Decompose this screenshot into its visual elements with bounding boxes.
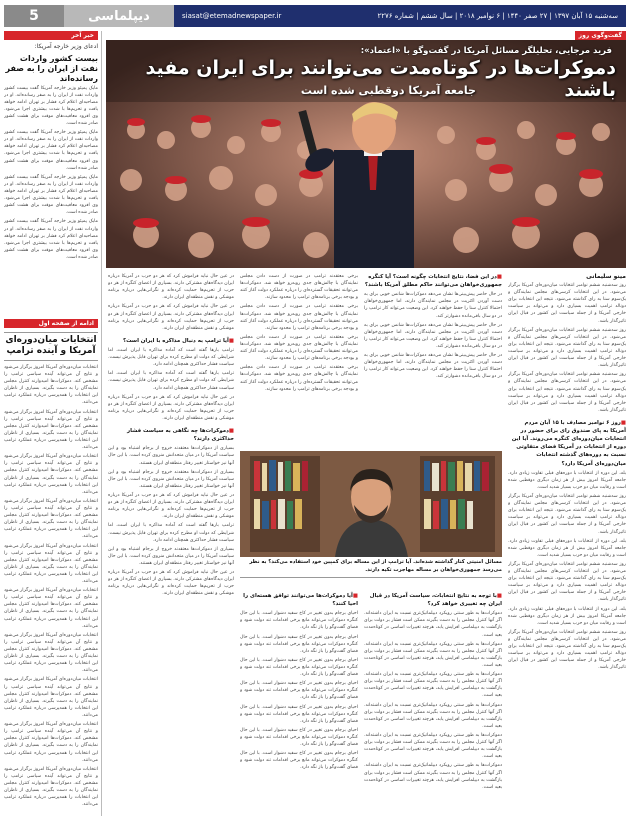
column-body (508, 470, 626, 674)
article-column-3 (240, 273, 358, 449)
left-second-paragraph: انتخابات میان‌دوره‌ای آمریکا امروز برگزار می‌شود و نتایج آن می‌تواند آینده سیاسی ترامپ را مشخص کند. دموکرات‌ها امیدوارند کنترل مجلس نمایندگان را به دست بگیرند. بسیاری از ناظران این انتخابات را همه‌پرسی درباره عملکرد ترامپ می‌دانند. (4, 632, 98, 674)
column-paragraph: روز سه‌شنبه ششم نوامبر انتخابات میان‌دوره‌ای آمریکا برگزار می‌شود. در این انتخابات کرسی‌های مجلس نمایندگان و یک‌سوم سنا به رای گذاشته می‌شود. نتیجه این انتخابات برای دونالد ترامپ اهمیت بسیاری دارد و می‌تواند بر سیاست خارجی آمریکا و از جمله سیاست این کشور در قبال ایران تاثیرگذار باشد. (508, 283, 626, 324)
column-paragraph: احیای برجام بدون تغییر در کاخ سفید دشوار است. با این حال کنگره دموکرات می‌تواند مانع برخی اقدامات تند دولت شود و فضای گفت‌وگو را باز نگه دارد. (240, 704, 358, 724)
column-paragraph: برخی معتقدند ترامپ در صورت از دست دادن مجلس نمایندگان با چالش‌های جدی روبه‌رو خواهد شد. دموکرات‌ها می‌توانند تحقیقات گسترده‌ای را درباره عملکرد دولت آغاز کنند و بودجه برخی برنامه‌های ترامپ را محدود سازند. (240, 334, 358, 362)
portrait-photo (240, 451, 502, 557)
article-kicker: گفت‌وگوی روز (575, 31, 626, 40)
article-column-4 (108, 273, 234, 816)
column-body (364, 291, 502, 382)
left-second-paragraph: انتخابات میان‌دوره‌ای آمریکا امروز برگزار می‌شود و نتایج آن می‌تواند آینده سیاسی ترامپ را مشخص کند. دموکرات‌ها امیدوارند کنترل مجلس نمایندگان را به دست بگیرند. بسیاری از ناظران این انتخابات را همه‌پرسی درباره عملکرد ترامپ می‌دانند. (4, 677, 98, 719)
column-paragraph: دموکرات‌ها به طور سنتی رویکرد دیپلماتیک‌تری نسبت به ایران داشته‌اند. اگر آنها کنترل مجلس را به دست بگیرند ممکن است فشار بر دولت برای بازگشت به دیپلماسی افزایش یابد، هرچند تغییرات اساسی در کوتاه‌مدت بعید است. (364, 732, 502, 760)
column-paragraph: در عین حال نباید فراموش کرد که هر دو حزب در آمریکا درباره ایران دیدگاه‌های مشترکی دارند. بسیاری از اعضای کنگره از هر دو حزب از تحریم‌ها حمایت کرده‌اند و نگرانی‌هایی درباره برنامه موشکی و نقش منطقه‌ای ایران دارند. (108, 570, 234, 597)
left-second-paragraph: انتخابات میان‌دوره‌ای آمریکا امروز برگزار می‌شود و نتایج آن می‌تواند آینده سیاسی ترامپ را مشخص کند. دموکرات‌ها امیدوارند کنترل مجلس نمایندگان را به دست بگیرند. بسیاری از ناظران این انتخابات را همه‌پرسی درباره عملکرد ترامپ می‌دانند. (4, 364, 98, 406)
continued-tag: ادامه از صفحه اول (4, 319, 98, 328)
column-paragraph: در حال حاضر پیش‌بینی‌ها نشان می‌دهد دموکرات‌ها شانس خوبی برای به دست آوردن اکثریت در مجلس نمایندگان دارند، اما جمهوری‌خواهان احتمالا کنترل سنا را حفظ خواهند کرد. این وضعیت می‌تواند کار ترامپ را در دو سال باقی‌مانده دشوارتر کند. (364, 292, 502, 319)
column-body (364, 610, 502, 793)
left-second-paragraph: انتخابات میان‌دوره‌ای آمریکا امروز برگزار می‌شود و نتایج آن می‌تواند آینده سیاسی ترامپ را مشخص کند. دموکرات‌ها امیدوارند کنترل مجلس نمایندگان را به دست بگیرند. بسیاری از ناظران این انتخابات را همه‌پرسی درباره عملکرد ترامپ می‌دانند. (4, 766, 98, 808)
interview-question: ■ در این فضا، نتایج انتخابات چگونه است؟ آیا کنگره جمهوری‌خواهان می‌توانند حاکم مطلق آمریکا باشند؟ (364, 273, 502, 289)
column-paragraph: بسیاری از دموکرات‌ها معتقدند خروج از برجام اشتباه بود و این سیاست آمریکا را در میان متحدانش منزوی کرده است. با این حال آنها نیز خواستار تغییر رفتار منطقه‌ای ایران هستند. (108, 546, 234, 566)
column-paragraph: در عین حال نباید فراموش کرد که هر دو حزب در آمریکا درباره ایران دیدگاه‌های مشترکی دارند. بسیاری از اعضای کنگره از هر دو حزب از تحریم‌ها حمایت کرده‌اند و نگرانی‌هایی درباره برنامه موشکی و نقش منطقه‌ای ایران دارند. (108, 304, 234, 331)
author-name: مینو سلیمانی (586, 273, 626, 280)
article-columns (106, 273, 626, 816)
column-paragraph: در عین حال نباید فراموش کرد که هر دو حزب در آمریکا درباره ایران دیدگاه‌های مشترکی دارند. بسیاری از اعضای کنگره از هر دو حزب از تحریم‌ها حمایت کرده‌اند و نگرانی‌هایی درباره برنامه موشکی و نقش منطقه‌ای ایران دارند. (108, 394, 234, 421)
website-email[interactable]: siasat@etemadnewspaper.ir (182, 12, 282, 20)
issue-date: سه‌شنبه ۱۵ آبان ۱۳۹۷ | ۲۷ صفر ۱۴۴۰ | ۶ نوامبر ۲۰۱۸ | سال ششم | شماره ۲۲۷۶ (377, 12, 618, 20)
column-paragraph: دموکرات‌ها به طور سنتی رویکرد دیپلماتیک‌تری نسبت به ایران داشته‌اند. اگر آنها کنترل مجلس را به دست بگیرند ممکن است فشار بر دولت برای بازگشت به دیپلماسی افزایش یابد، هرچند تغییرات اساسی در کوتاه‌مدت بعید است. (364, 611, 502, 638)
column-body (108, 347, 234, 424)
interview-question: ■ دموکرات‌ها چه نگاهی به سیاست فشار حداکثری دارند؟ (108, 427, 234, 443)
article-column-3-lower (240, 589, 358, 816)
column-paragraph: ترامپ بارها گفته است که آماده مذاکره با ایران است، اما شرایطی که دولت او مطرح کرده برای تهران قابل پذیرش نیست. سیاست فشار حداکثری همچنان ادامه دارد. (108, 523, 234, 543)
column-body (508, 282, 626, 416)
left-body-paragraph: مایک پمپئو وزیر خارجه آمریکا گفت بیست کشور واردات نفت از ایران را به صفر رسانده‌اند. او در مصاحبه‌ای اعلام کرد فشار بر تهران ادامه خواهد یافت و تحریم‌ها با شدت بیشتری اجرا می‌شود. وی افزود معافیت‌های موقت برای هشت کشور صادر شده است. (4, 219, 98, 261)
column-paragraph: در عین حال نباید فراموش کرد که هر دو حزب در آمریکا درباره ایران دیدگاه‌های مشترکی دارند. بسیاری از اعضای کنگره از هر دو حزب از تحریم‌ها حمایت کرده‌اند و نگرانی‌هایی درباره برنامه موشکی و نقش منطقه‌ای ایران دارند. (108, 274, 234, 301)
news-tag: خبر آخر (4, 31, 98, 40)
column-paragraph: در حال حاضر پیش‌بینی‌ها نشان می‌دهد دموکرات‌ها شانس خوبی برای به دست آوردن اکثریت در مجلس نمایندگان دارند، اما جمهوری‌خواهان احتمالا کنترل سنا را حفظ خواهند کرد. این وضعیت می‌تواند کار ترامپ را در دو سال باقی‌مانده دشوارتر کند. (364, 322, 502, 349)
interviewee-portrait (240, 451, 502, 557)
column-paragraph: روز سه‌شنبه ششم نوامبر انتخابات میان‌دوره‌ای آمریکا برگزار می‌شود. در این انتخابات کرسی‌های مجلس نمایندگان و یک‌سوم سنا به رای گذاشته می‌شود. نتیجه این انتخابات برای دونالد ترامپ اهمیت بسیاری دارد و می‌تواند بر سیاست خارجی آمریکا و از جمله سیاست این کشور در قبال ایران تاثیرگذار باشد. (508, 327, 626, 369)
hero-photo (106, 40, 626, 268)
masthead-info (174, 5, 626, 27)
left-second-paragraph: انتخابات میان‌دوره‌ای آمریکا امروز برگزار می‌شود و نتایج آن می‌تواند آینده سیاسی ترامپ را مشخص کند. دموکرات‌ها امیدوارند کنترل مجلس نمایندگان را به دست بگیرند. بسیاری از ناظران این انتخابات را همه‌پرسی درباره عملکرد ترامپ می‌دانند. (4, 588, 98, 629)
column-paragraph: احیای برجام بدون تغییر در کاخ سفید دشوار است. با این حال کنگره دموکرات می‌تواند مانع برخی اقدامات تند دولت شود و فضای گفت‌وگو را باز نگه دارد. (240, 727, 358, 748)
hero-headline: دموکرات‌ها در کوتاه‌مدت می‌توانند برای ایران مفید باشند (145, 57, 616, 101)
column-paragraph: بله، این دوره از انتخابات با دوره‌های قبلی تفاوت زیادی دارد. جامعه آمریکا امروز بیش از هر زمان دیگری دوقطبی شده است و رقابت میان دو حزب بسیار شدید است. (508, 470, 626, 490)
column-paragraph: در عین حال نباید فراموش کرد که هر دو حزب در آمریکا درباره ایران دیدگاه‌های مشترکی دارند. بسیاری از اعضای کنگره از هر دو حزب از تحریم‌ها حمایت کرده‌اند و نگرانی‌هایی درباره برنامه موشکی و نقش منطقه‌ای ایران دارند. (108, 492, 234, 520)
column-paragraph: بله، این دوره از انتخابات با دوره‌های قبلی تفاوت زیادی دارد. جامعه آمریکا امروز بیش از هر زمان دیگری دوقطبی شده است و رقابت میان دو حزب بسیار شدید است. (508, 538, 626, 558)
column-paragraph: دموکرات‌ها به طور سنتی رویکرد دیپلماتیک‌تری نسبت به ایران داشته‌اند. اگر آنها کنترل مجلس را به دست بگیرند ممکن است فشار بر دولت برای بازگشت به دیپلماسی افزایش یابد، هرچند تغییرات اساسی در کوتاه‌مدت بعید است. (364, 702, 502, 729)
column-paragraph: روز سه‌شنبه ششم نوامبر انتخابات میان‌دوره‌ای آمریکا برگزار می‌شود. در این انتخابات کرسی‌های مجلس نمایندگان و یک‌سوم سنا به رای گذاشته می‌شود. نتیجه این انتخابات برای دونالد ترامپ اهمیت بسیاری دارد و می‌تواند بر سیاست خارجی آمریکا و از جمله سیاست این کشور در قبال ایران تاثیرگذار باشد. (508, 493, 626, 535)
interview-question: ■ آیا ترامپ به دنبال مذاکره با ایران است؟ (108, 337, 234, 345)
masthead (4, 5, 626, 27)
column-paragraph: روز سه‌شنبه ششم نوامبر انتخابات میان‌دوره‌ای آمریکا برگزار می‌شود. در این انتخابات کرسی‌های مجلس نمایندگان و یک‌سوم سنا به رای گذاشته می‌شود. نتیجه این انتخابات برای دونالد ترامپ اهمیت بسیاری دارد و می‌تواند بر سیاست خارجی آمریکا و از جمله سیاست این کشور در قبال ایران تاثیرگذار باشد. (508, 372, 626, 413)
column-paragraph: برخی معتقدند ترامپ در صورت از دست دادن مجلس نمایندگان با چالش‌های جدی روبه‌رو خواهد شد. دموکرات‌ها می‌توانند تحقیقات گسترده‌ای را درباره عملکرد دولت آغاز کنند و بودجه برخی برنامه‌های ترامپ را محدود سازند. (240, 365, 358, 392)
column-paragraph: احیای برجام بدون تغییر در کاخ سفید دشوار است. با این حال کنگره دموکرات می‌تواند مانع برخی اقدامات تند دولت شود و فضای گفت‌وگو را باز نگه دارد. (240, 681, 358, 701)
interview-question: ■ با توجه به نتایج انتخابات، سیاست آمریکا در قبال ایران چه تغییری خواهد کرد؟ (364, 592, 502, 608)
column-paragraph: احیای برجام بدون تغییر در کاخ سفید دشوار است. با این حال کنگره دموکرات می‌تواند مانع برخی اقدامات تند دولت شود و فضای گفت‌وگو را باز نگه دارد. (240, 657, 358, 678)
left-column (4, 31, 102, 816)
left-second-headline: انتخابات میان‌دوره‌ای آمریکا و آینده ترامپ (4, 332, 98, 361)
column-paragraph: روز سه‌شنبه ششم نوامبر انتخابات میان‌دوره‌ای آمریکا برگزار می‌شود. در این انتخابات کرسی‌های مجلس نمایندگان و یک‌سوم سنا به رای گذاشته می‌شود. نتیجه این انتخابات برای دونالد ترامپ اهمیت بسیاری دارد و می‌تواند بر سیاست خارجی آمریکا و از جمله سیاست این کشور در قبال ایران تاثیرگذار باشد. (508, 561, 626, 603)
left-subtitle: ادعای وزیر خارجه آمریکا: (34, 43, 98, 50)
hero-subheadline: جامعه آمریکا دوقطبی شده است (300, 84, 476, 97)
left-second-paragraph: انتخابات میان‌دوره‌ای آمریکا امروز برگزار می‌شود و نتایج آن می‌تواند آینده سیاسی ترامپ را مشخص کند. دموکرات‌ها امیدوارند کنترل مجلس نمایندگان را به دست بگیرند. بسیاری از ناظران این انتخابات را همه‌پرسی درباره عملکرد ترامپ می‌دانند. (4, 722, 98, 763)
page-number: 5 (4, 5, 64, 27)
left-body (4, 85, 98, 315)
left-second-paragraph: انتخابات میان‌دوره‌ای آمریکا امروز برگزار می‌شود و نتایج آن می‌تواند آینده سیاسی ترامپ را مشخص کند. دموکرات‌ها امیدوارند کنترل مجلس نمایندگان را به دست بگیرند. بسیاری از ناظران این انتخابات را همه‌پرسی درباره عملکرد ترامپ می‌دانند. (4, 454, 98, 495)
column-paragraph: بله، این دوره از انتخابات با دوره‌های قبلی تفاوت زیادی دارد. جامعه آمریکا امروز بیش از هر زمان دیگری دوقطبی شده است و رقابت میان دو حزب بسیار شدید است. (508, 606, 626, 626)
article-column-2-lower (364, 589, 502, 816)
left-body-paragraph: مایک پمپئو وزیر خارجه آمریکا گفت بیست کشور واردات نفت از ایران را به صفر رسانده‌اند. او در مصاحبه‌ای اعلام کرد فشار بر تهران ادامه خواهد یافت و تحریم‌ها با شدت بیشتری اجرا می‌شود. وی افزود معافیت‌های موقت برای هشت کشور صادر شده است. (4, 85, 98, 127)
left-second-paragraph: انتخابات میان‌دوره‌ای آمریکا امروز برگزار می‌شود و نتایج آن می‌تواند آینده سیاسی ترامپ را مشخص کند. دموکرات‌ها امیدوارند کنترل مجلس نمایندگان را به دست بگیرند. بسیاری از ناظران این انتخابات را همه‌پرسی درباره عملکرد ترامپ می‌دانند. (4, 498, 98, 540)
interview-question: ■ آیا دموکرات‌ها می‌توانند توافق هسته‌ای را احیا کنند؟ (240, 592, 358, 608)
column-paragraph: دموکرات‌ها به طور سنتی رویکرد دیپلماتیک‌تری نسبت به ایران داشته‌اند. اگر آنها کنترل مجلس را به دست بگیرند ممکن است فشار بر دولت برای بازگشت به دیپلماسی افزایش یابد، هرچند تغییرات اساسی در کوتاه‌مدت بعید است. (364, 641, 502, 668)
column-paragraph: ترامپ بارها گفته است که آماده مذاکره با ایران است، اما شرایطی که دولت او مطرح کرده برای تهران قابل پذیرش نیست. سیاست فشار حداکثری همچنان ادامه دارد. (108, 371, 234, 391)
column-paragraph: در حال حاضر پیش‌بینی‌ها نشان می‌دهد دموکرات‌ها شانس خوبی برای به دست آوردن اکثریت در مجلس نمایندگان دارند، اما جمهوری‌خواهان احتمالا کنترل سنا را حفظ خواهند کرد. این وضعیت می‌تواند کار ترامپ را در دو سال باقی‌مانده دشوارتر کند. (364, 353, 502, 380)
column-body (108, 273, 234, 334)
column-paragraph: احیای برجام بدون تغییر در کاخ سفید دشوار است. با این حال کنگره دموکرات می‌تواند مانع برخی اقدامات تند دولت شود و فضای گفت‌وگو را باز نگه دارد. (240, 634, 358, 654)
left-second-paragraph: انتخابات میان‌دوره‌ای آمریکا امروز برگزار می‌شود و نتایج آن می‌تواند آینده سیاسی ترامپ را مشخص کند. دموکرات‌ها امیدوارند کنترل مجلس نمایندگان را به دست بگیرند. بسیاری از ناظران این انتخابات را همه‌پرسی درباره عملکرد ترامپ می‌دانند. (4, 543, 98, 585)
left-second-body (4, 364, 98, 820)
article-column-1 (508, 273, 626, 816)
left-headline: بیست کشور واردات نفت از ایران را به صفر رسانده‌اند (5, 53, 98, 83)
column-paragraph: برخی معتقدند ترامپ در صورت از دست دادن مجلس نمایندگان با چالش‌های جدی روبه‌رو خواهد شد. دموکرات‌ها می‌توانند تحقیقات گسترده‌ای را درباره عملکرد دولت آغاز کنند و بودجه برخی برنامه‌های ترامپ را محدود سازند. (240, 274, 358, 301)
column-paragraph: احیای برجام بدون تغییر در کاخ سفید دشوار است. با این حال کنگره دموکرات می‌تواند مانع برخی اقدامات تند دولت شود و فضای گفت‌وگو را باز نگه دارد. (240, 611, 358, 631)
column-body (108, 445, 234, 599)
column-paragraph: دموکرات‌ها به طور سنتی رویکرد دیپلماتیک‌تری نسبت به ایران داشته‌اند. اگر آنها کنترل مجلس را به دست بگیرند ممکن است فشار بر دولت برای بازگشت به دیپلماسی افزایش یابد، هرچند تغییرات اساسی در کوتاه‌مدت بعید است. (364, 672, 502, 699)
column-body (240, 273, 358, 395)
article-column-2 (364, 273, 502, 449)
column-paragraph: برخی معتقدند ترامپ در صورت از دست دادن مجلس نمایندگان با چالش‌های جدی روبه‌رو خواهد شد. دموکرات‌ها می‌توانند تحقیقات گسترده‌ای را درباره عملکرد دولت آغاز کنند و بودجه برخی برنامه‌های ترامپ را محدود سازند. (240, 304, 358, 331)
column-paragraph: ترامپ بارها گفته است که آماده مذاکره با ایران است، اما شرایطی که دولت او مطرح کرده برای تهران قابل پذیرش نیست. سیاست فشار حداکثری همچنان ادامه دارد. (108, 347, 234, 368)
main-article (106, 31, 626, 816)
column-paragraph: روز سه‌شنبه ششم نوامبر انتخابات میان‌دوره‌ای آمریکا برگزار می‌شود. در این انتخابات کرسی‌های مجلس نمایندگان و یک‌سوم سنا به رای گذاشته می‌شود. نتیجه این انتخابات برای دونالد ترامپ اهمیت بسیاری دارد و می‌تواند بر سیاست خارجی آمریکا و از جمله سیاست این کشور در قبال ایران تاثیرگذار باشد. (508, 629, 626, 671)
left-body-paragraph: مایک پمپئو وزیر خارجه آمریکا گفت بیست کشور واردات نفت از ایران را به صفر رسانده‌اند. او در مصاحبه‌ای اعلام کرد فشار بر تهران ادامه خواهد یافت و تحریم‌ها با شدت بیشتری اجرا می‌شود. وی افزود معافیت‌های موقت برای هشت کشور صادر شده است. (4, 130, 98, 171)
interview-question: ■ روز ۶ نوامبر مصادف با ۱۵ آبان مردم آمریکا به پای صندوق رای برای حضور در انتخابات میان‌دوره‌ای کنگره می‌روند. آیا این دوره از انتخابات در آمریکا فضای متفاوتی نسبت به دوره‌های گذشته انتخابات میان‌دوره‌ای آمریکا دارد؟ (508, 419, 626, 468)
hero-kicker: فرید مرجایی، تحلیلگر مسائل آمریکا در گفت‌وگو با «اعتماد»: (360, 46, 612, 56)
column-paragraph: احیای برجام بدون تغییر در کاخ سفید دشوار است. با این حال کنگره دموکرات می‌تواند مانع برخی اقدامات تند دولت شود و فضای گفت‌وگو را باز نگه دارد. (240, 751, 358, 771)
column-paragraph: بسیاری از دموکرات‌ها معتقدند خروج از برجام اشتباه بود و این سیاست آمریکا را در میان متحدانش منزوی کرده است. با این حال آنها نیز خواستار تغییر رفتار منطقه‌ای ایران هستند. (108, 446, 234, 466)
section-title: دیپلماسی (64, 5, 174, 27)
portrait-caption: مسائل امنیتی کنار گذاشته شده‌اند. آیا ترامپ از این مساله برای کمپین خود استفاده می‌کند؟ به نظر می‌رسد جمهوری‌خواهان بر مساله مهاجرت تکیه دارند. (240, 559, 502, 578)
column-paragraph: دموکرات‌ها به طور سنتی رویکرد دیپلماتیک‌تری نسبت به ایران داشته‌اند. اگر آنها کنترل مجلس را به دست بگیرند ممکن است فشار بر دولت برای بازگشت به دیپلماسی افزایش یابد، هرچند تغییرات اساسی در کوتاه‌مدت بعید است. (364, 763, 502, 790)
left-second-paragraph: انتخابات میان‌دوره‌ای آمریکا امروز برگزار می‌شود و نتایج آن می‌تواند آینده سیاسی ترامپ را مشخص کند. دموکرات‌ها امیدوارند کنترل مجلس نمایندگان را به دست بگیرند. بسیاری از ناظران این انتخابات را همه‌پرسی درباره عملکرد ترامپ می‌دانند. (4, 409, 98, 451)
left-body-paragraph: مایک پمپئو وزیر خارجه آمریکا گفت بیست کشور واردات نفت از ایران را به صفر رسانده‌اند. او در مصاحبه‌ای اعلام کرد فشار بر تهران ادامه خواهد یافت و تحریم‌ها با شدت بیشتری اجرا می‌شود. وی افزود معافیت‌های موقت برای هشت کشور صادر شده است. (4, 174, 98, 216)
column-body (240, 610, 358, 773)
left-second-block (4, 319, 98, 820)
column-paragraph: بسیاری از دموکرات‌ها معتقدند خروج از برجام اشتباه بود و این سیاست آمریکا را در میان متحدانش منزوی کرده است. با این حال آنها نیز خواستار تغییر رفتار منطقه‌ای ایران هستند. (108, 469, 234, 489)
